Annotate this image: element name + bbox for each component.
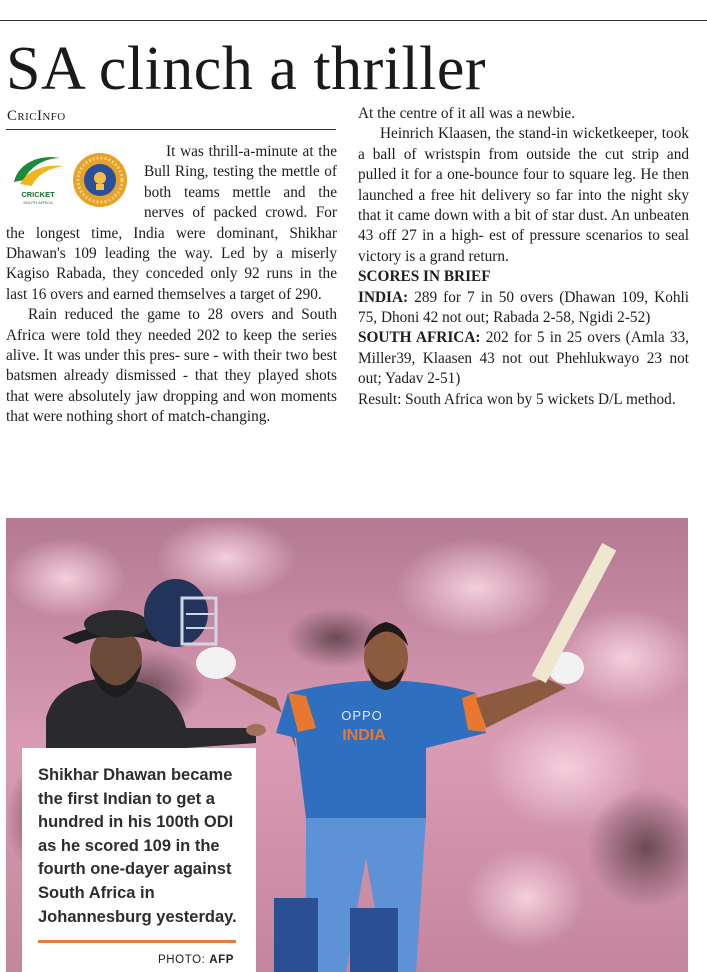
match-result: Result: South Africa won by 5 wickets D/L method. — [358, 390, 676, 408]
right-para-2: Heinrich Klaasen, the stand-in wicketkeeper, took a ball of wristspin from outside the cut strip and pulled it for a one-bounce four to square leg. He then launched a free hit delivery so far into the night sky that it came down with a bit of star dust. An unbeaten 43 off 27 in a high- est of pressure scenarios to seal victory is a grand return. — [358, 125, 689, 265]
photo-credit — [158, 954, 234, 966]
caption-accent-rule — [38, 940, 236, 943]
cricket-south-africa-logo — [8, 150, 68, 206]
bcci-crest-logo — [70, 150, 130, 210]
sa-label: SOUTH AFRICA: — [358, 329, 481, 347]
right-para-1: At the centre of it all was a newbie. — [358, 105, 576, 122]
logo-group — [6, 144, 138, 210]
csa-text-bottom: SOUTH AFRICA — [23, 200, 53, 205]
scores-heading: SCORES IN BRIEF — [358, 268, 491, 286]
credit-label: PHOTO: — [158, 954, 206, 966]
left-para-1: It was thrill-a-minute at the Bull Ring, testing the mettle of both teams mettle and the nerves of packed crowd. For the longest time, India were dominant, Shikhar Dhawan's 109 leading the way. Led by a miserly Kagiso Rabada, they conceded only 92 runs in the last 16 overs and earned themselves a target of 290. — [6, 143, 337, 303]
india-score: 289 for 7 in 50 overs (Dhawan 109, Kohli 75, Dhoni 42 not out; Rabada 2-58, Ngidi 2-52) — [358, 288, 689, 327]
photo-caption-box — [22, 748, 256, 972]
top-rule — [0, 20, 707, 21]
sa-score-line — [358, 328, 689, 389]
source-byline: CricInfo — [7, 108, 66, 124]
bcci-emblem — [94, 172, 106, 184]
bcci-emblem-base — [96, 184, 104, 190]
left-column — [6, 142, 337, 428]
sa-score: 202 for 5 in 25 overs (Amla 33, Miller39, Klaasen 43 not out Phehlukwayo 23 not out; Yadav 2-51) — [358, 329, 689, 388]
jersey-team: INDIA — [342, 727, 386, 744]
right-column — [358, 104, 689, 410]
top-strip — [0, 0, 707, 6]
photo-caption: Shikhar Dhawan became the first Indian to get a hundred in his 100th ODI as he scored 109 in the fourth one-dayer against South Africa in Johannesburg yesterday. — [38, 766, 237, 926]
credit-source: AFP — [209, 954, 235, 966]
byline-rule — [6, 129, 336, 130]
jersey-sponsor: OPPO — [341, 708, 383, 723]
left-para-2: Rain reduced the game to 28 overs and South Africa were told they needed 202 to keep the series alive. It was under this pres- sure - with their two best batsmen already dismissed - that they played shots that were absolutely jaw dropping and won moments that were nothing short of match-changing. — [6, 306, 337, 426]
india-label: INDIA: — [358, 288, 409, 306]
india-score-line — [358, 288, 689, 329]
headline: SA clinch a thriller — [6, 35, 487, 103]
csa-text-top: CRICKET — [21, 190, 55, 199]
